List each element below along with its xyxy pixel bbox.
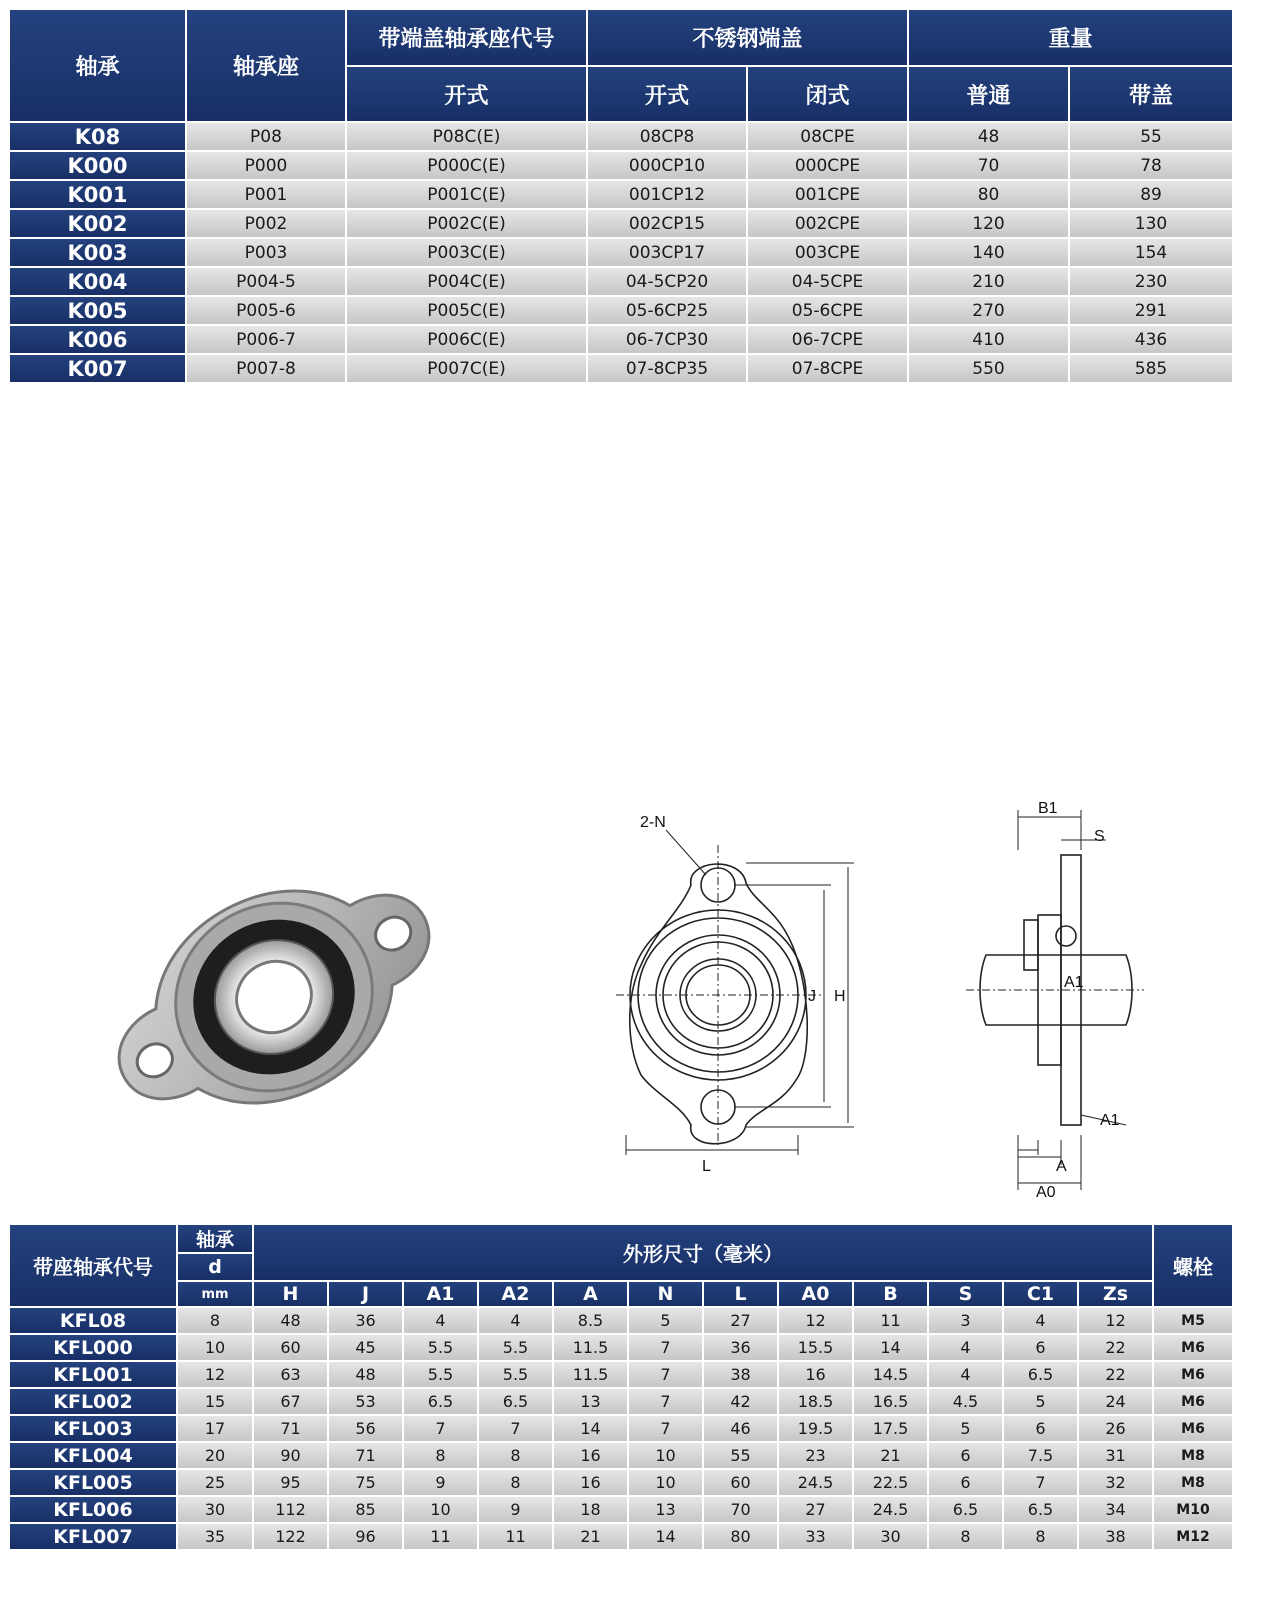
cell-with-cap: P007C(E) xyxy=(346,354,587,383)
cell-dimension: 11 xyxy=(853,1307,928,1334)
table-row xyxy=(9,296,1233,325)
cell-dimension: 70 xyxy=(703,1496,778,1523)
cell-dimension: 23 xyxy=(778,1442,853,1469)
cell-code: KFL003 xyxy=(9,1415,177,1442)
header-weight: 重量 xyxy=(908,9,1233,66)
cell-d: 35 xyxy=(177,1523,253,1550)
label-a1: A1 xyxy=(1064,974,1084,991)
cell-dimension: 8 xyxy=(478,1469,553,1496)
cell-dimension: 71 xyxy=(253,1415,328,1442)
cell-normal: 120 xyxy=(908,209,1069,238)
cell-dimension: 24.5 xyxy=(778,1469,853,1496)
header-bolt: 螺栓 xyxy=(1153,1224,1233,1307)
cell-dimension: 7.5 xyxy=(1003,1442,1078,1469)
header-col: A2 xyxy=(478,1281,553,1307)
cell-closed: 06-7CPE xyxy=(747,325,908,354)
cell-open: 08CP8 xyxy=(587,122,747,151)
cell-dimension: 55 xyxy=(703,1442,778,1469)
cell-dimension: 10 xyxy=(628,1442,703,1469)
cell-dimension: 7 xyxy=(403,1415,478,1442)
header-col: A1 xyxy=(403,1281,478,1307)
cell-with-cap: P001C(E) xyxy=(346,180,587,209)
cell-dimension: 15.5 xyxy=(778,1334,853,1361)
cell-capped: 130 xyxy=(1069,209,1233,238)
table-row xyxy=(9,209,1233,238)
cell-dimension: 112 xyxy=(253,1496,328,1523)
side-view-diagram xyxy=(966,795,1146,1205)
cell-capped: 585 xyxy=(1069,354,1233,383)
cell-dimension: 9 xyxy=(478,1496,553,1523)
cell-dimension: 21 xyxy=(553,1523,628,1550)
cell-normal: 70 xyxy=(908,151,1069,180)
cell-normal: 48 xyxy=(908,122,1069,151)
cell-dimension: 45 xyxy=(328,1334,403,1361)
cell-bolt: M6 xyxy=(1153,1415,1233,1442)
header-open: 开式 xyxy=(346,66,587,122)
cell-dimension: 6.5 xyxy=(478,1388,553,1415)
header-col: C1 xyxy=(1003,1281,1078,1307)
cell-dimension: 5.5 xyxy=(403,1361,478,1388)
cell-capped: 154 xyxy=(1069,238,1233,267)
cell-dimension: 12 xyxy=(778,1307,853,1334)
cell-dimension: 6 xyxy=(1003,1415,1078,1442)
cell-closed: 000CPE xyxy=(747,151,908,180)
cell-dimension: 5.5 xyxy=(478,1334,553,1361)
cell-dimension: 18 xyxy=(553,1496,628,1523)
cell-dimension: 16 xyxy=(553,1442,628,1469)
cell-code: KFL08 xyxy=(9,1307,177,1334)
cell-dimension: 13 xyxy=(628,1496,703,1523)
cell-with-cap: P003C(E) xyxy=(346,238,587,267)
header-mm: mm xyxy=(177,1281,253,1307)
cell-dimension: 71 xyxy=(328,1442,403,1469)
table-row xyxy=(9,1442,1233,1469)
header-housing: 轴承座 xyxy=(186,9,346,122)
table-row xyxy=(9,1469,1233,1496)
cell-dimension: 6 xyxy=(1003,1334,1078,1361)
cell-dimension: 33 xyxy=(778,1523,853,1550)
cell-dimension: 11.5 xyxy=(553,1361,628,1388)
cell-dimension: 34 xyxy=(1078,1496,1153,1523)
cell-dimension: 4 xyxy=(403,1307,478,1334)
cell-dimension: 17.5 xyxy=(853,1415,928,1442)
table-row xyxy=(9,1388,1233,1415)
table-row xyxy=(9,354,1233,383)
cell-dimension: 38 xyxy=(703,1361,778,1388)
cell-bolt: M10 xyxy=(1153,1496,1233,1523)
cell-bearing: K003 xyxy=(9,238,186,267)
cell-dimension: 8 xyxy=(1003,1523,1078,1550)
cell-d: 17 xyxy=(177,1415,253,1442)
cell-housing: P005-6 xyxy=(186,296,346,325)
header-dimensions: 外形尺寸（毫米） xyxy=(253,1224,1153,1281)
header-col: N xyxy=(628,1281,703,1307)
label-b1: B1 xyxy=(1038,800,1058,817)
dimension-table xyxy=(8,1223,1234,1551)
cell-dimension: 8 xyxy=(928,1523,1003,1550)
cell-dimension: 56 xyxy=(328,1415,403,1442)
cell-dimension: 8 xyxy=(403,1442,478,1469)
cell-dimension: 10 xyxy=(628,1469,703,1496)
cell-dimension: 27 xyxy=(778,1496,853,1523)
cell-dimension: 14.5 xyxy=(853,1361,928,1388)
cell-with-cap: P005C(E) xyxy=(346,296,587,325)
cell-bearing: K006 xyxy=(9,325,186,354)
cell-d: 25 xyxy=(177,1469,253,1496)
header-code: 带座轴承代号 xyxy=(9,1224,177,1307)
cell-bearing: K08 xyxy=(9,122,186,151)
cell-dimension: 42 xyxy=(703,1388,778,1415)
cell-housing: P001 xyxy=(186,180,346,209)
cell-dimension: 16.5 xyxy=(853,1388,928,1415)
cell-with-cap: P000C(E) xyxy=(346,151,587,180)
table-row xyxy=(9,1496,1233,1523)
cell-d: 20 xyxy=(177,1442,253,1469)
header-stainless-cap: 不锈钢端盖 xyxy=(587,9,908,66)
cell-dimension: 7 xyxy=(628,1334,703,1361)
cell-capped: 78 xyxy=(1069,151,1233,180)
cell-dimension: 96 xyxy=(328,1523,403,1550)
cell-housing: P000 xyxy=(186,151,346,180)
header-col: L xyxy=(703,1281,778,1307)
cell-housing: P004-5 xyxy=(186,267,346,296)
cell-closed: 04-5CPE xyxy=(747,267,908,296)
cell-dimension: 36 xyxy=(703,1334,778,1361)
cell-dimension: 4.5 xyxy=(928,1388,1003,1415)
cell-dimension: 48 xyxy=(253,1307,328,1334)
cell-dimension: 14 xyxy=(553,1415,628,1442)
cell-with-cap: P08C(E) xyxy=(346,122,587,151)
cell-dimension: 11 xyxy=(403,1523,478,1550)
cell-housing: P006-7 xyxy=(186,325,346,354)
cell-dimension: 16 xyxy=(553,1469,628,1496)
cell-code: KFL007 xyxy=(9,1523,177,1550)
cell-bolt: M8 xyxy=(1153,1442,1233,1469)
cell-dimension: 5 xyxy=(628,1307,703,1334)
header-col: H xyxy=(253,1281,328,1307)
cell-housing: P08 xyxy=(186,122,346,151)
cell-open: 05-6CP25 xyxy=(587,296,747,325)
cell-dimension: 60 xyxy=(253,1334,328,1361)
table-row xyxy=(9,122,1233,151)
cell-dimension: 6.5 xyxy=(928,1496,1003,1523)
cell-with-cap: P004C(E) xyxy=(346,267,587,296)
cell-dimension: 3 xyxy=(928,1307,1003,1334)
cell-open: 000CP10 xyxy=(587,151,747,180)
cell-bolt: M6 xyxy=(1153,1388,1233,1415)
cell-dimension: 122 xyxy=(253,1523,328,1550)
header-d: d xyxy=(177,1253,253,1281)
cell-open: 003CP17 xyxy=(587,238,747,267)
table-row xyxy=(9,1361,1233,1388)
cell-bearing: K005 xyxy=(9,296,186,325)
cell-code: KFL001 xyxy=(9,1361,177,1388)
cell-housing: P002 xyxy=(186,209,346,238)
cell-dimension: 6 xyxy=(928,1469,1003,1496)
table-row xyxy=(9,151,1233,180)
cell-dimension: 53 xyxy=(328,1388,403,1415)
cell-capped: 291 xyxy=(1069,296,1233,325)
cell-dimension: 22 xyxy=(1078,1361,1153,1388)
table-row xyxy=(9,1415,1233,1442)
cell-dimension: 46 xyxy=(703,1415,778,1442)
cell-dimension: 7 xyxy=(628,1415,703,1442)
cell-dimension: 6.5 xyxy=(403,1388,478,1415)
cell-bolt: M6 xyxy=(1153,1334,1233,1361)
cell-code: KFL002 xyxy=(9,1388,177,1415)
header-bearing: 轴承 xyxy=(177,1224,253,1253)
cell-dimension: 36 xyxy=(328,1307,403,1334)
cell-dimension: 19.5 xyxy=(778,1415,853,1442)
table-row xyxy=(9,325,1233,354)
cell-dimension: 7 xyxy=(1003,1469,1078,1496)
header-col: S xyxy=(928,1281,1003,1307)
cell-with-cap: P006C(E) xyxy=(346,325,587,354)
cell-normal: 80 xyxy=(908,180,1069,209)
table-row xyxy=(9,1334,1233,1361)
cell-code: KFL006 xyxy=(9,1496,177,1523)
label-l: L xyxy=(702,1158,711,1175)
cell-bearing: K001 xyxy=(9,180,186,209)
header-col: J xyxy=(328,1281,403,1307)
cell-dimension: 10 xyxy=(403,1496,478,1523)
cell-dimension: 4 xyxy=(1003,1307,1078,1334)
cell-bolt: M12 xyxy=(1153,1523,1233,1550)
cell-housing: P007-8 xyxy=(186,354,346,383)
cell-dimension: 27 xyxy=(703,1307,778,1334)
cell-dimension: 24.5 xyxy=(853,1496,928,1523)
header-bearing: 轴承 xyxy=(9,9,186,122)
cell-dimension: 63 xyxy=(253,1361,328,1388)
cell-capped: 55 xyxy=(1069,122,1233,151)
cell-dimension: 21 xyxy=(853,1442,928,1469)
table-row xyxy=(9,238,1233,267)
cell-open: 07-8CP35 xyxy=(587,354,747,383)
cell-closed: 003CPE xyxy=(747,238,908,267)
cell-open: 06-7CP30 xyxy=(587,325,747,354)
cell-dimension: 8 xyxy=(478,1442,553,1469)
label-a1-lower: A1 xyxy=(1100,1112,1120,1129)
cell-dimension: 13 xyxy=(553,1388,628,1415)
cell-d: 15 xyxy=(177,1388,253,1415)
cell-closed: 001CPE xyxy=(747,180,908,209)
cell-bearing: K004 xyxy=(9,267,186,296)
cell-normal: 210 xyxy=(908,267,1069,296)
label-j: J xyxy=(808,988,816,1005)
header-normal: 普通 xyxy=(908,66,1069,122)
cell-dimension: 16 xyxy=(778,1361,853,1388)
cell-dimension: 60 xyxy=(703,1469,778,1496)
cell-normal: 410 xyxy=(908,325,1069,354)
header-col: B xyxy=(853,1281,928,1307)
cell-normal: 270 xyxy=(908,296,1069,325)
cell-open: 001CP12 xyxy=(587,180,747,209)
cell-dimension: 8.5 xyxy=(553,1307,628,1334)
header-col: Zs xyxy=(1078,1281,1153,1307)
cell-closed: 08CPE xyxy=(747,122,908,151)
cell-bolt: M6 xyxy=(1153,1361,1233,1388)
cell-bolt: M5 xyxy=(1153,1307,1233,1334)
label-2-n: 2-N xyxy=(640,814,666,831)
cell-code: KFL005 xyxy=(9,1469,177,1496)
cell-dimension: 75 xyxy=(328,1469,403,1496)
header-col: A0 xyxy=(778,1281,853,1307)
cell-code: KFL000 xyxy=(9,1334,177,1361)
label-s: S xyxy=(1094,828,1105,845)
cell-dimension: 80 xyxy=(703,1523,778,1550)
cell-open: 002CP15 xyxy=(587,209,747,238)
cell-dimension: 48 xyxy=(328,1361,403,1388)
cell-dimension: 30 xyxy=(853,1523,928,1550)
cell-dimension: 14 xyxy=(628,1523,703,1550)
table-row xyxy=(9,1523,1233,1550)
cell-dimension: 6.5 xyxy=(1003,1361,1078,1388)
cell-bearing: K007 xyxy=(9,354,186,383)
label-h: H xyxy=(834,988,846,1005)
front-view-diagram xyxy=(596,805,896,1185)
cell-dimension: 31 xyxy=(1078,1442,1153,1469)
cell-bearing: K000 xyxy=(9,151,186,180)
cell-dimension: 90 xyxy=(253,1442,328,1469)
cell-closed: 05-6CPE xyxy=(747,296,908,325)
cell-closed: 002CPE xyxy=(747,209,908,238)
table-row xyxy=(9,267,1233,296)
cell-bearing: K002 xyxy=(9,209,186,238)
bearing-photo xyxy=(64,832,484,1162)
header-with-cap: 带端盖轴承座代号 xyxy=(346,9,587,66)
cell-dimension: 6.5 xyxy=(1003,1496,1078,1523)
cell-closed: 07-8CPE xyxy=(747,354,908,383)
cell-dimension: 22 xyxy=(1078,1334,1153,1361)
cell-dimension: 6 xyxy=(928,1442,1003,1469)
cell-dimension: 5 xyxy=(928,1415,1003,1442)
cell-dimension: 7 xyxy=(628,1388,703,1415)
cell-dimension: 11.5 xyxy=(553,1334,628,1361)
header-capped: 带盖 xyxy=(1069,66,1233,122)
cell-dimension: 26 xyxy=(1078,1415,1153,1442)
cell-dimension: 9 xyxy=(403,1469,478,1496)
cell-dimension: 4 xyxy=(928,1334,1003,1361)
cell-dimension: 67 xyxy=(253,1388,328,1415)
cell-dimension: 22.5 xyxy=(853,1469,928,1496)
cell-code: KFL004 xyxy=(9,1442,177,1469)
cell-d: 30 xyxy=(177,1496,253,1523)
header-open: 开式 xyxy=(587,66,747,122)
cell-housing: P003 xyxy=(186,238,346,267)
cell-dimension: 11 xyxy=(478,1523,553,1550)
cell-d: 8 xyxy=(177,1307,253,1334)
cell-dimension: 18.5 xyxy=(778,1388,853,1415)
cell-capped: 230 xyxy=(1069,267,1233,296)
header-closed: 闭式 xyxy=(747,66,908,122)
cell-dimension: 7 xyxy=(628,1361,703,1388)
cell-capped: 436 xyxy=(1069,325,1233,354)
cell-dimension: 85 xyxy=(328,1496,403,1523)
cell-dimension: 38 xyxy=(1078,1523,1153,1550)
cell-d: 10 xyxy=(177,1334,253,1361)
cell-dimension: 5 xyxy=(1003,1388,1078,1415)
header-col: A xyxy=(553,1281,628,1307)
cell-dimension: 12 xyxy=(1078,1307,1153,1334)
cell-open: 04-5CP20 xyxy=(587,267,747,296)
cell-dimension: 14 xyxy=(853,1334,928,1361)
label-a0: A0 xyxy=(1036,1184,1056,1201)
cell-dimension: 4 xyxy=(928,1361,1003,1388)
label-a: A xyxy=(1056,1158,1067,1175)
cell-dimension: 5.5 xyxy=(403,1334,478,1361)
cell-normal: 140 xyxy=(908,238,1069,267)
cell-normal: 550 xyxy=(908,354,1069,383)
cell-bolt: M8 xyxy=(1153,1469,1233,1496)
cell-d: 12 xyxy=(177,1361,253,1388)
cell-with-cap: P002C(E) xyxy=(346,209,587,238)
cell-dimension: 24 xyxy=(1078,1388,1153,1415)
cell-dimension: 7 xyxy=(478,1415,553,1442)
cell-dimension: 4 xyxy=(478,1307,553,1334)
cell-dimension: 5.5 xyxy=(478,1361,553,1388)
table-row xyxy=(9,1307,1233,1334)
cell-capped: 89 xyxy=(1069,180,1233,209)
cell-dimension: 32 xyxy=(1078,1469,1153,1496)
bearing-code-table xyxy=(8,8,1234,384)
cell-dimension: 95 xyxy=(253,1469,328,1496)
table-row xyxy=(9,180,1233,209)
